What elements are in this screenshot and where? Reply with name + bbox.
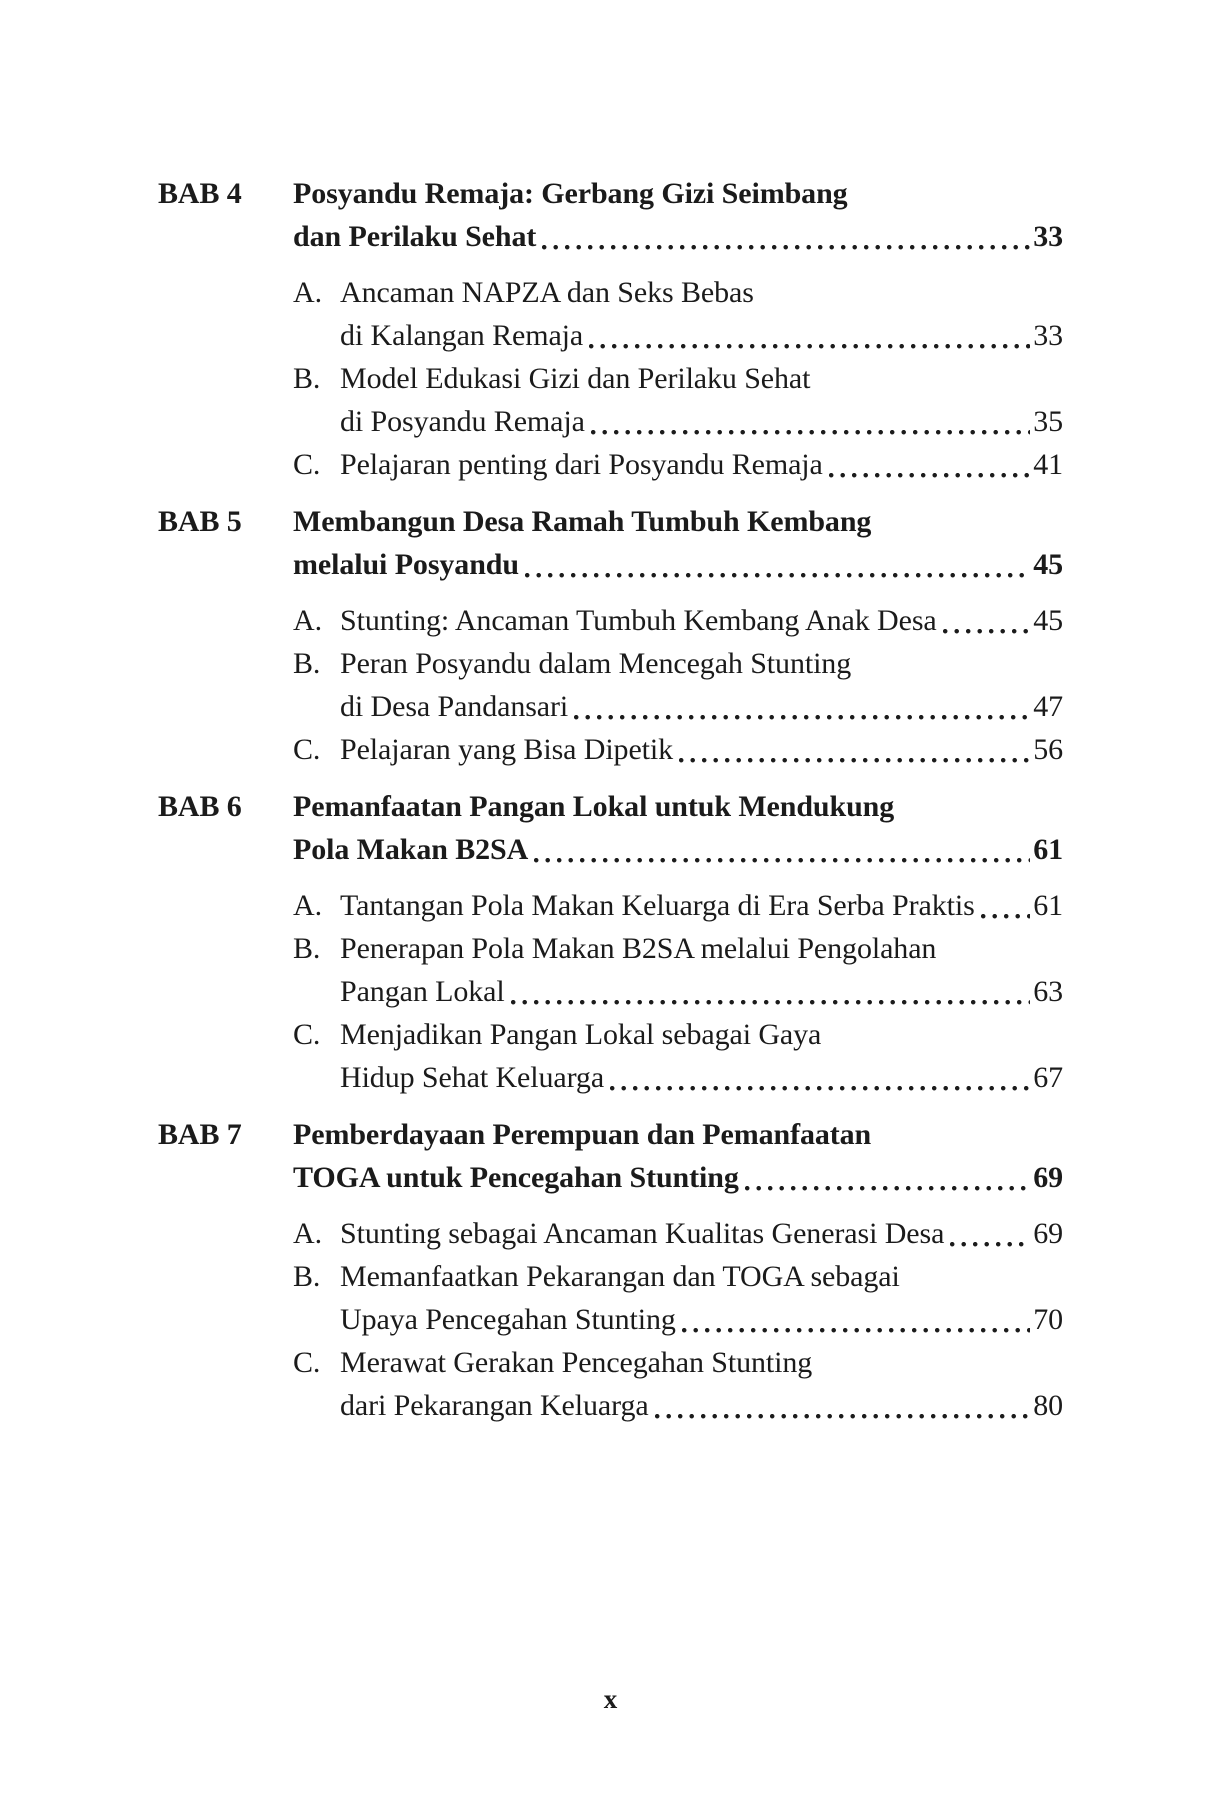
toc-chapter bbox=[158, 1113, 1063, 1427]
chapter-title-line bbox=[293, 543, 1063, 586]
chapter-title bbox=[293, 172, 1063, 258]
entry-text: Penerapan Pola Makan B2SA melalui Pengolahan bbox=[340, 932, 937, 965]
toc-entry bbox=[293, 927, 1063, 1013]
chapter-label: BAB 6 bbox=[158, 790, 242, 823]
entry-page-number: 67 bbox=[1033, 1061, 1063, 1094]
chapter-title-text: TOGA untuk Pencegahan Stunting bbox=[293, 1161, 739, 1194]
entry-letter: C. bbox=[293, 1018, 321, 1051]
entry-lines bbox=[340, 599, 1063, 642]
chapter-page-number: 61 bbox=[1033, 833, 1063, 866]
chapter-title-line bbox=[293, 828, 1063, 871]
chapter-title-line bbox=[293, 785, 1063, 828]
toc-chapter bbox=[158, 172, 1063, 486]
entry-line bbox=[340, 271, 1063, 314]
entry-text: Upaya Pencegahan Stunting bbox=[340, 1303, 676, 1336]
chapter-items bbox=[293, 599, 1063, 771]
entry-line bbox=[340, 599, 1063, 642]
chapter-title-text: Pola Makan B2SA bbox=[293, 833, 529, 866]
dot-leader bbox=[511, 970, 1031, 1013]
entry-lines bbox=[340, 884, 1063, 927]
dot-leader bbox=[655, 1384, 1031, 1427]
dot-leader bbox=[679, 728, 1030, 771]
entry-letter: A. bbox=[293, 276, 322, 309]
entry-line bbox=[340, 1298, 1063, 1341]
entry-page-number: 41 bbox=[1033, 448, 1063, 481]
dot-leader bbox=[534, 828, 1030, 871]
entry-text: Peran Posyandu dalam Mencegah Stunting bbox=[340, 647, 852, 680]
dot-leader bbox=[610, 1056, 1030, 1099]
toc-entry bbox=[293, 884, 1063, 927]
toc-entry bbox=[293, 443, 1063, 486]
entry-text: Memanfaatkan Pekarangan dan TOGA sebagai bbox=[340, 1260, 900, 1293]
entry-lines bbox=[340, 728, 1063, 771]
chapter-title bbox=[293, 1113, 1063, 1199]
chapter-label: BAB 7 bbox=[158, 1118, 242, 1151]
entry-text: Tantangan Pola Makan Keluarga di Era Serba Praktis bbox=[340, 889, 975, 922]
entry-text: Pangan Lokal bbox=[340, 975, 505, 1008]
chapter-title bbox=[293, 785, 1063, 871]
dot-leader bbox=[745, 1156, 1030, 1199]
entry-line bbox=[340, 443, 1063, 486]
dot-leader bbox=[574, 685, 1030, 728]
entry-line bbox=[340, 1341, 1063, 1384]
chapter-head bbox=[158, 785, 1063, 871]
chapter-title-text: dan Perilaku Sehat bbox=[293, 220, 537, 253]
chapter-items bbox=[293, 884, 1063, 1099]
chapter-title-text: melalui Posyandu bbox=[293, 548, 519, 581]
dot-leader bbox=[525, 543, 1030, 586]
entry-line bbox=[340, 970, 1063, 1013]
entry-letter: C. bbox=[293, 733, 321, 766]
entry-text: Model Edukasi Gizi dan Perilaku Sehat bbox=[340, 362, 811, 395]
entry-page-number: 56 bbox=[1033, 733, 1063, 766]
entry-line bbox=[340, 884, 1063, 927]
toc-entry bbox=[293, 271, 1063, 357]
chapter-title-text: Pemberdayaan Perempuan dan Pemanfaatan bbox=[293, 1118, 872, 1151]
entry-lines bbox=[340, 1255, 1063, 1341]
toc-entry bbox=[293, 357, 1063, 443]
page-footer bbox=[0, 1684, 1221, 1714]
chapter-title-text: Membangun Desa Ramah Tumbuh Kembang bbox=[293, 505, 872, 538]
entry-line bbox=[340, 1056, 1063, 1099]
chapter-title-line bbox=[293, 215, 1063, 258]
entry-letter: B. bbox=[293, 1260, 321, 1293]
entry-letter: B. bbox=[293, 362, 321, 395]
dot-leader bbox=[589, 314, 1030, 357]
dot-leader bbox=[542, 215, 1030, 258]
entry-letter: A. bbox=[293, 604, 322, 637]
entry-text: Merawat Gerakan Pencegahan Stunting bbox=[340, 1346, 813, 1379]
chapter-head bbox=[158, 500, 1063, 586]
entry-page-number: 47 bbox=[1033, 690, 1063, 723]
toc-entry bbox=[293, 1212, 1063, 1255]
chapter-items bbox=[293, 1212, 1063, 1427]
chapter-title-text: Posyandu Remaja: Gerbang Gizi Seimbang bbox=[293, 177, 848, 210]
dot-leader bbox=[682, 1298, 1030, 1341]
entry-line bbox=[340, 1212, 1063, 1255]
entry-lines bbox=[340, 443, 1063, 486]
entry-line bbox=[340, 1255, 1063, 1298]
entry-text: Pelajaran penting dari Posyandu Remaja bbox=[340, 448, 823, 481]
entry-lines bbox=[340, 1212, 1063, 1255]
chapter-head bbox=[158, 1113, 1063, 1199]
chapter-items bbox=[293, 271, 1063, 486]
dot-leader bbox=[981, 884, 1031, 927]
entry-text: Menjadikan Pangan Lokal sebagai Gaya bbox=[340, 1018, 822, 1051]
dot-leader bbox=[829, 443, 1030, 486]
chapter-page-number: 69 bbox=[1033, 1161, 1063, 1194]
chapter-label: BAB 4 bbox=[158, 177, 242, 210]
entry-lines bbox=[340, 1013, 1063, 1099]
entry-lines bbox=[340, 927, 1063, 1013]
entry-text: di Posyandu Remaja bbox=[340, 405, 585, 438]
entry-page-number: 61 bbox=[1033, 889, 1063, 922]
entry-line bbox=[340, 927, 1063, 970]
entry-lines bbox=[340, 271, 1063, 357]
chapter-title-text: Pemanfaatan Pangan Lokal untuk Mendukung bbox=[293, 790, 895, 823]
entry-text: di Desa Pandansari bbox=[340, 690, 569, 723]
entry-letter: C. bbox=[293, 448, 321, 481]
entry-text: Pelajaran yang Bisa Dipetik bbox=[340, 733, 674, 766]
dot-leader bbox=[950, 1212, 1030, 1255]
entry-text: Stunting sebagai Ancaman Kualitas Generasi Desa bbox=[340, 1217, 945, 1250]
entry-letter: B. bbox=[293, 647, 321, 680]
entry-text: dari Pekarangan Keluarga bbox=[340, 1389, 649, 1422]
chapter-label: BAB 5 bbox=[158, 505, 242, 538]
entry-letter: A. bbox=[293, 1217, 322, 1250]
entry-line bbox=[340, 1013, 1063, 1056]
toc-entry bbox=[293, 599, 1063, 642]
entry-page-number: 45 bbox=[1033, 604, 1063, 637]
entry-lines bbox=[340, 357, 1063, 443]
chapter-page-number: 33 bbox=[1033, 220, 1063, 253]
chapter-page-number: 45 bbox=[1033, 548, 1063, 581]
entry-line bbox=[340, 1384, 1063, 1427]
entry-page-number: 69 bbox=[1033, 1217, 1063, 1250]
table-of-contents bbox=[158, 172, 1063, 1427]
entry-line bbox=[340, 400, 1063, 443]
entry-page-number: 80 bbox=[1033, 1389, 1063, 1422]
folio-page-number: x bbox=[603, 1684, 618, 1714]
entry-lines bbox=[340, 1341, 1063, 1427]
entry-line bbox=[340, 642, 1063, 685]
entry-page-number: 35 bbox=[1033, 405, 1063, 438]
chapter-title-line bbox=[293, 1156, 1063, 1199]
entry-page-number: 33 bbox=[1033, 319, 1063, 352]
entry-page-number: 63 bbox=[1033, 975, 1063, 1008]
chapter-head bbox=[158, 172, 1063, 258]
entry-letter: A. bbox=[293, 889, 322, 922]
chapter-title bbox=[293, 500, 1063, 586]
toc-entry bbox=[293, 1255, 1063, 1341]
entry-text: Stunting: Ancaman Tumbuh Kembang Anak Desa bbox=[340, 604, 937, 637]
entry-line bbox=[340, 728, 1063, 771]
entry-text: Ancaman NAPZA dan Seks Bebas bbox=[340, 276, 754, 309]
dot-leader bbox=[591, 400, 1030, 443]
entry-line bbox=[340, 685, 1063, 728]
chapter-title-line bbox=[293, 1113, 1063, 1156]
toc-entry bbox=[293, 1341, 1063, 1427]
chapter-title-line bbox=[293, 172, 1063, 215]
toc-entry bbox=[293, 1013, 1063, 1099]
entry-line bbox=[340, 314, 1063, 357]
entry-text: di Kalangan Remaja bbox=[340, 319, 584, 352]
entry-text: Hidup Sehat Keluarga bbox=[340, 1061, 605, 1094]
toc-chapter bbox=[158, 500, 1063, 771]
entry-line bbox=[340, 357, 1063, 400]
entry-letter: B. bbox=[293, 932, 321, 965]
dot-leader bbox=[943, 599, 1031, 642]
entry-lines bbox=[340, 642, 1063, 728]
chapter-title-line bbox=[293, 500, 1063, 543]
toc-chapter bbox=[158, 785, 1063, 1099]
entry-letter: C. bbox=[293, 1346, 321, 1379]
toc-entry bbox=[293, 728, 1063, 771]
toc-entry bbox=[293, 642, 1063, 728]
entry-page-number: 70 bbox=[1033, 1303, 1063, 1336]
